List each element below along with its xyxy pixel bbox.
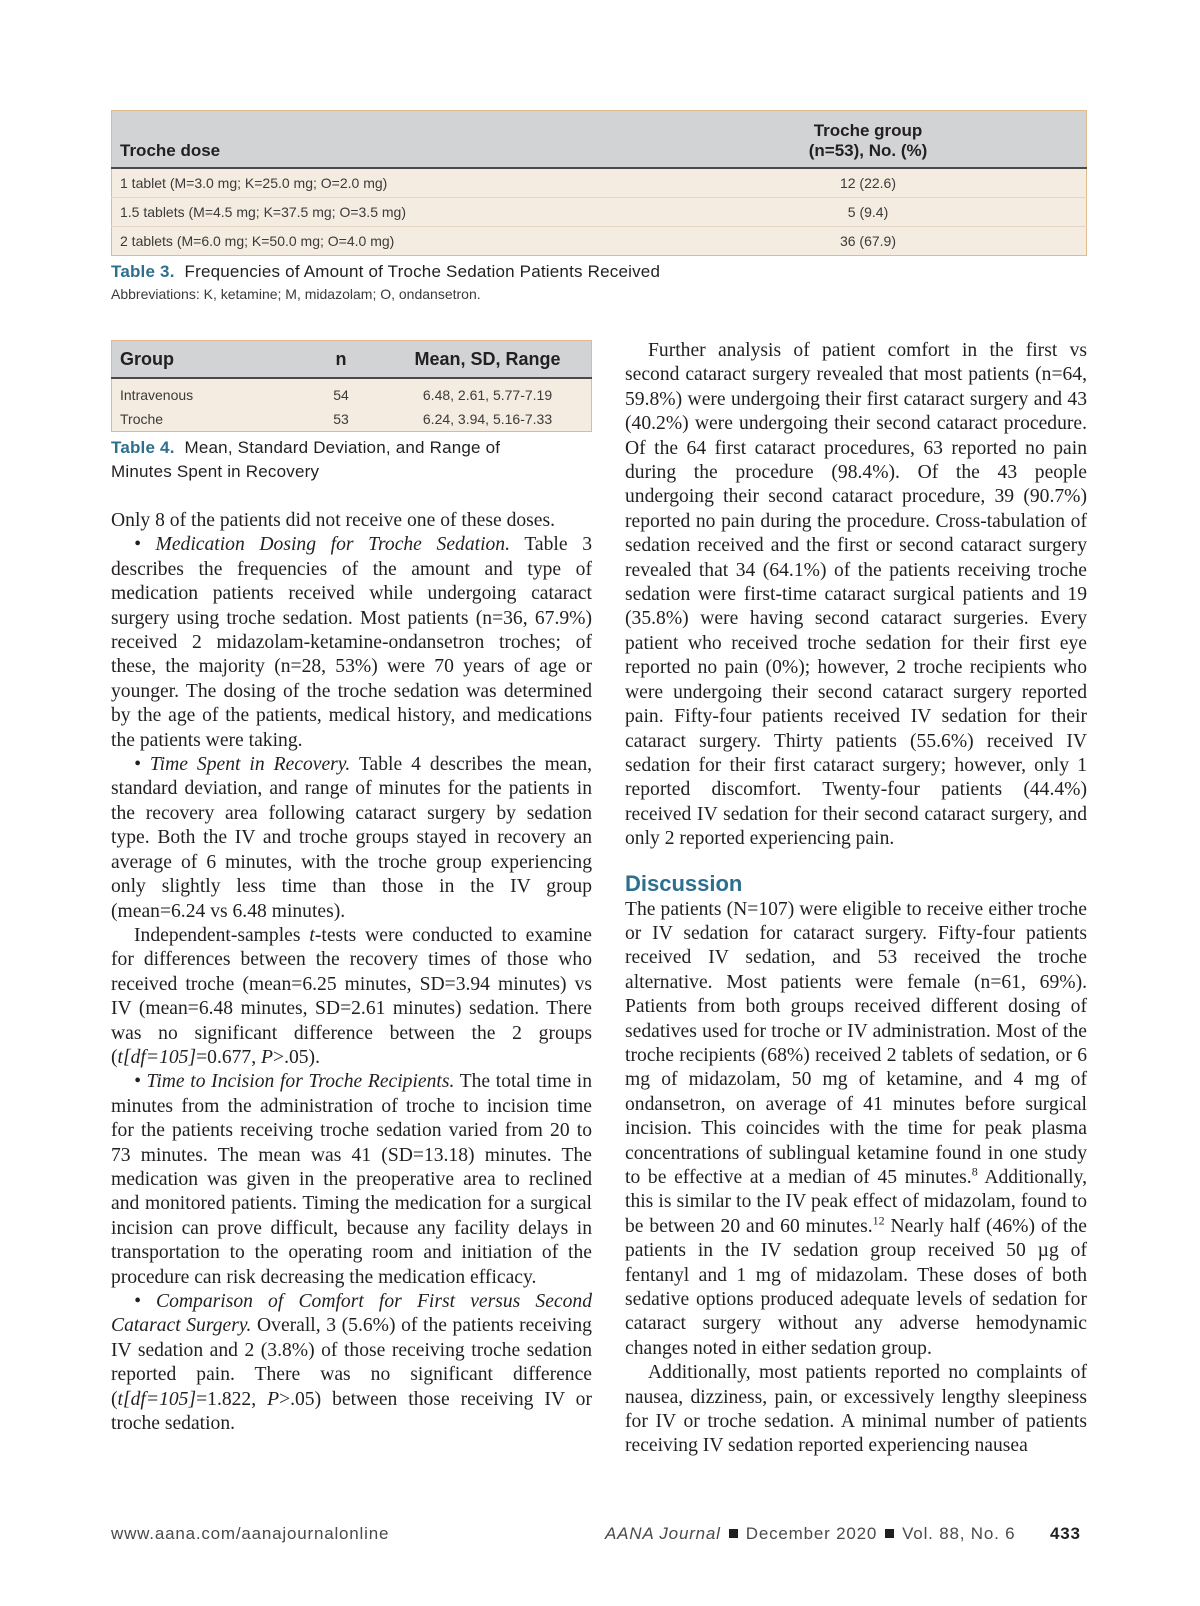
table-3-abbreviations: Abbreviations: K, ketamine; M, midazolam; O, ondansetron. <box>111 286 481 302</box>
paragraph-time-in-recovery <box>111 753 592 924</box>
paragraph-comfort-comparison <box>111 1290 592 1436</box>
table-4-header-group: Group <box>112 341 299 379</box>
footer-url[interactable]: www.aana.com/aanajournalonline <box>111 1524 390 1543</box>
stat-symbol: t[df=105] <box>117 1388 197 1410</box>
table-cell-group: Intravenous <box>120 387 194 403</box>
paragraph-text: >.05). <box>273 1046 320 1068</box>
table-4-caption-label: Table 4. <box>111 438 175 457</box>
stat-symbol: P <box>267 1388 280 1410</box>
table-cell-n: 53 <box>333 411 349 427</box>
table-row <box>112 168 1087 198</box>
stat-symbol: t[df=105] <box>117 1046 197 1068</box>
table-3-caption <box>111 260 660 284</box>
paragraph: Only 8 of the patients did not receive one of these doses. <box>111 510 556 531</box>
paragraph-text: Additionally, this is similar to the IV peak effect of midazolam, found to be between 20 and 60 minutes. <box>625 1167 1087 1237</box>
stat-symbol: P <box>261 1046 274 1068</box>
reference-marker: 8 <box>971 1164 978 1179</box>
paragraph-text: >.05) between those receiving IV or troche sedation. <box>111 1388 593 1435</box>
table-3-header-group <box>650 111 1087 169</box>
paragraph-text: Table 4 describes the mean, standard deviation, and range of minutes for the patients in the recovery area following cataract surgery by sedation type. Both the IV and troche groups stayed in recovery an average of 6 minutes, with the troche group experiencing only slightly less time than those in the IV group (mean=6.24 vs 6.48 minutes). <box>111 754 593 922</box>
table-4 <box>111 340 592 432</box>
paragraph-text: The patients (N=107) were eligible to receive either troche or IV sedation for cataract surgery. Fifty-four patients received IV sedation, and 53 received the troche alternative. Most patients were female (n=61, 69%). Patients from both groups received different dosing of sedatives used for troche or IV administration. Most of the troche recipients (68%) received 2 tablets of sedation, or 6 mg of midazolam, 50 mg of ketamine, and 4 mg of ondansetron, on average of 41 minutes before surgical incision. This coincides with the time for peak plasma concentrations of sublingual ketamine found in one study to be effective at a median of 45 minutes. <box>625 898 1087 1188</box>
section-label: • Comparison of Comfort for First versus Second Cataract Surgery. <box>111 1291 592 1337</box>
separator-square-icon <box>729 1529 738 1538</box>
section-label: • Medication Dosing for Troche Sedation. <box>134 534 511 556</box>
paragraph-text: =0.677, <box>196 1046 257 1068</box>
paragraph-comfort-analysis: Further analysis of patient comfort in the first vs second cataract surgery revealed that most patients (n=64, 59.8%) were undergoing their first cataract surgery and 43 (40.2%) were undergoing their second cataract procedure. Of the 64 first cataract procedures, 63 reported no pain during the procedure (98.4%). Of the 43 people undergoing their second cataract procedure, 39 (90.7%) reported no pain during the procedure. Cross-tabulation of sedation received and the first or second cataract surgery revealed that 34 (64.1%) of the patients receiving troche sedation were first-time cataract surgical patients and 19 (35.8%) were having second cataract surgeries. Every patient who received troche sedation for their first eye reported no pain (0%); however, 2 troche recipients who were undergoing their second cataract surgery reported pain. Fifty-four patients received IV sedation for their cataract surgery. Thirty patients (55.6%) received IV sedation for their first cataract surgery; however, only 1 reported discomfort. Twenty-four patients (44.4%) received IV sedation for their second cataract surgery, and only 2 reported experiencing pain. <box>625 340 1087 850</box>
stat-symbol: t <box>309 924 315 946</box>
paragraph-text: =1.822, <box>196 1388 257 1410</box>
table-4-header-row <box>112 341 592 379</box>
table-cell-dose: 1.5 tablets (M=4.5 mg; K=37.5 mg; O=3.5 mg) <box>112 198 651 227</box>
table-cell-value: 36 (67.9) <box>650 227 1087 256</box>
table-row <box>112 227 1087 256</box>
table-row <box>112 198 1087 227</box>
paragraph-text: Overall, 3 (5.6%) of the patients receiving IV sedation and 2 (3.8%) of those receiving troche sedation reported pain. There was no significant difference ( <box>111 1315 592 1410</box>
journal-name: AANA Journal <box>605 1524 721 1543</box>
section-label: • Time to Incision for Troche Recipients. <box>134 1071 455 1093</box>
issue-date: December 2020 <box>745 1524 878 1543</box>
table-cell-stats: 6.48, 2.61, 5.77-7.19 <box>422 387 553 403</box>
paragraph-medication-dosing <box>111 533 592 753</box>
table-3-header-group-line2: (n=53), No. (%) <box>808 141 928 160</box>
table-4-caption-line1: Mean, Standard Deviation, and Range of <box>184 438 501 457</box>
paragraph-text: Nearly half (46%) of the patients in the IV sedation group received 50 µg of fentanyl and 1 mg of midazolam. These doses of both sedative options produced adequate levels of sedation for cataract surgery without any adverse hemodynamic changes noted in either sedation group. <box>625 1215 1087 1359</box>
section-heading-discussion: Discussion <box>625 870 743 896</box>
reference-marker: 12 <box>872 1213 885 1228</box>
table-4-caption <box>111 436 500 484</box>
table-row <box>112 378 592 407</box>
table-cell-group: Troche <box>120 411 164 427</box>
paragraph-side-effects: Additionally, most patients reported no complaints of nausea, dizziness, pain, or excessively lengthy sleepiness for IV or troche sedation. A minimal number of patients receiving IV sedation reported experiencing nausea <box>625 1362 1087 1457</box>
paragraph-text: The total time in minutes from the administration of troche to incision time for the patients receiving troche sedation varied from 20 to 73 minutes. The mean was 41 (SD=13.18) minutes. The medication was given in the preoperative area to reclined and monitored patients. Timing the medication for a surgical incision can prove difficult, because any facility delays in transportation to the operating room and initiation of the procedure can risk decreasing the medication efficacy. <box>111 1071 592 1288</box>
paragraph-text: Independent-samples <box>134 924 301 946</box>
page-number: 433 <box>1050 1524 1081 1543</box>
paragraph-time-to-incision <box>111 1070 592 1290</box>
paragraph-text: Table 3 describes the frequencies of the amount and type of medication patients received while undergoing cataract surgery using troche sedation. Most patients (n=36, 67.9%) received 2 midazolam-ketamine-ondansetron troches; of these, the majority (n=28, 53%) were 70 years of age or younger. The dosing of the troche sedation was determined by the age of the patients, medical history, and medications the patients were taking. <box>111 534 593 751</box>
right-column <box>625 339 1087 1459</box>
table-cell-dose: 2 tablets (M=6.0 mg; K=50.0 mg; O=4.0 mg) <box>112 227 651 256</box>
table-cell-stats: 6.24, 3.94, 5.16-7.33 <box>422 411 553 427</box>
table-cell-value: 5 (9.4) <box>650 198 1087 227</box>
volume-issue: Vol. 88, No. 6 <box>902 1524 1016 1543</box>
footer-citation <box>605 1524 1015 1544</box>
table-3-caption-label: Table 3. <box>111 262 175 281</box>
left-column <box>111 509 592 1436</box>
table-row <box>112 407 592 432</box>
separator-square-icon <box>885 1529 894 1538</box>
table-cell-value: 12 (22.6) <box>650 168 1087 198</box>
table-cell-n: 54 <box>333 387 349 403</box>
table-3-caption-text: Frequencies of Amount of Troche Sedation Patients Received <box>184 262 661 281</box>
table-3-header-row <box>112 111 1087 169</box>
paragraph-discussion <box>625 898 1087 1362</box>
paragraph-t-tests <box>111 924 592 1070</box>
table-4-caption-line2: Minutes Spent in Recovery <box>111 462 320 481</box>
table-3 <box>111 110 1087 256</box>
table-3-header-dose: Troche dose <box>112 111 651 169</box>
table-4-header-n: n <box>298 341 384 379</box>
section-label: • Time Spent in Recovery. <box>134 754 351 776</box>
table-3-header-group-line1: Troche group <box>813 121 923 140</box>
paragraph-text: -tests were conducted to examine for differences between the recovery times of those who received troche (mean=6.25 minutes, SD=3.94 minutes) vs IV (mean=6.48 minutes, SD=2.61 minutes) sedation. There was no significant difference between the 2 groups ( <box>111 924 592 1068</box>
table-4-header-stats: Mean, SD, Range <box>384 341 592 379</box>
table-cell-dose: 1 tablet (M=3.0 mg; K=25.0 mg; O=2.0 mg) <box>112 168 651 198</box>
